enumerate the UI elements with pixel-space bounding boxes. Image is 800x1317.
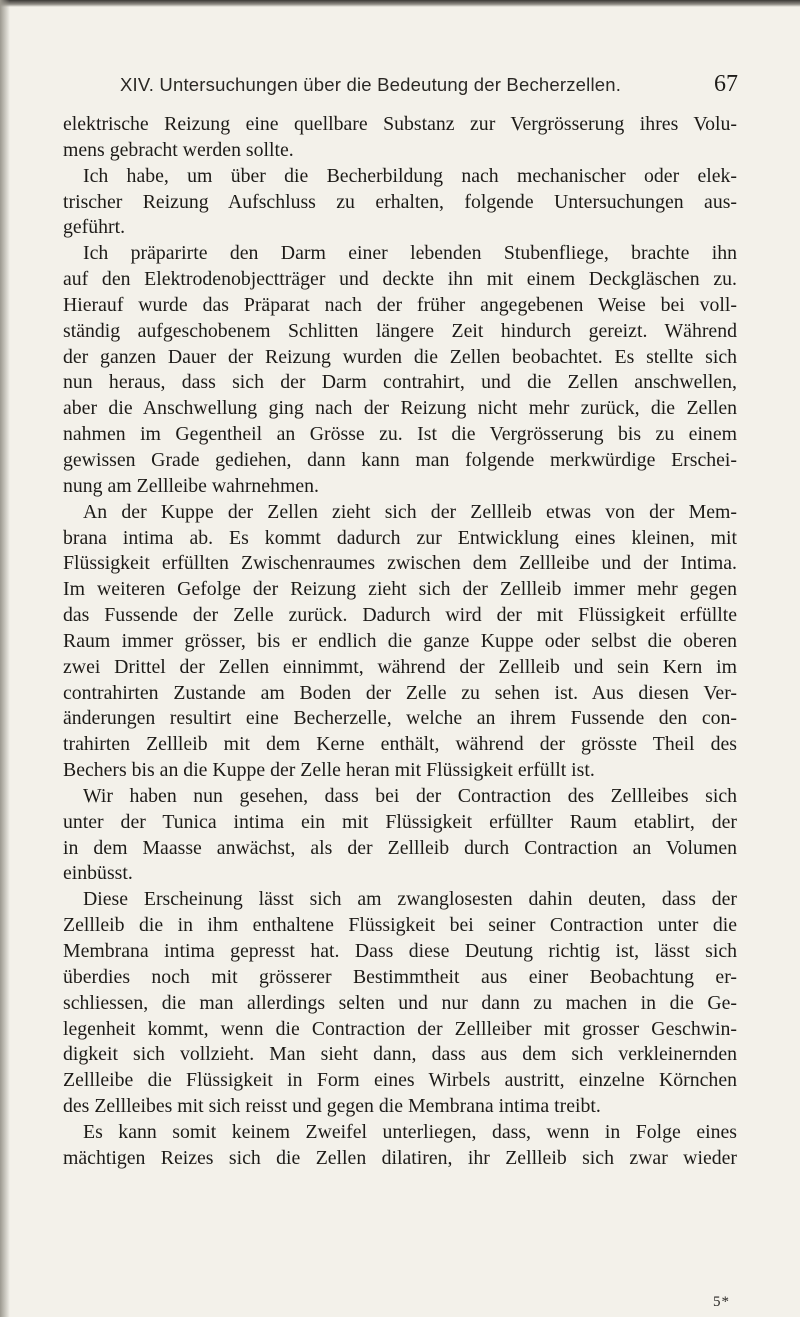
text-line: trischer Reizung Aufschluss zu erhalten, folgende Untersuchungen aus- [63, 190, 737, 213]
text-line: änderungen resultirt eine Becherzelle, welche an ihrem Fussende den con- [63, 707, 737, 730]
running-header [0, 71, 800, 104]
text-line: Wir haben nun gesehen, dass bei der Contraction des Zellleibes sich [83, 784, 737, 807]
text-line: einbüsst. [63, 862, 133, 885]
text-line: Ich präparirte den Darm einer lebenden Stubenfliege, brachte ihn [83, 242, 737, 265]
text-line: nun heraus, dass sich der Darm contrahirt, und die Zellen anschwellen, [63, 371, 737, 394]
text-line: mächtigen Reizes sich die Zellen dilatiren, ihr Zellleib sich zwar wieder [63, 1146, 737, 1169]
text-line: Zellleib die in ihm enthaltene Flüssigkeit bei seiner Contraction unter die [63, 914, 737, 937]
text-line: das Fussende der Zelle zurück. Dadurch wird der mit Flüssigkeit erfüllte [63, 604, 737, 627]
text-line: Bechers bis an die Kuppe der Zelle heran mit Flüssigkeit erfüllt ist. [63, 759, 595, 782]
text-line: zwei Drittel der Zellen einnimmt, während der Zellleib und sein Kern im [63, 655, 737, 678]
signature-mark: 5* [713, 1294, 730, 1310]
text-line: Membrana intima gepresst hat. Dass diese Deutung richtig ist, lässt sich [63, 940, 737, 962]
text-line: contrahirten Zustande am Boden der Zelle zu sehen ist. Aus diesen Ver- [63, 681, 737, 704]
text-line: geführt. [63, 216, 126, 239]
text-line: gewissen Grade gediehen, dann kann man folgende merkwürdige Erschei- [63, 448, 737, 471]
page-gutter-shadow [0, 0, 10, 1317]
page-number: 67 [714, 71, 738, 97]
text-line: schliessen, die man allerdings selten und nur dann zu machen in die Ge- [63, 991, 737, 1014]
text-line: Ich habe, um über die Becherbildung nach mechanischer oder elek- [83, 164, 737, 187]
text-line: Raum immer grösser, bis er endlich die ganze Kuppe oder selbst die oberen [63, 629, 737, 652]
text-line: legenheit kommt, wenn die Contraction der Zellleiber mit grosser Geschwin- [63, 1017, 737, 1040]
text-line: nahmen im Gegentheil an Grösse zu. Ist die Vergrösserung bis zu einem [63, 423, 737, 446]
text-line: Hierauf wurde das Präparat nach der früher angegebenen Weise bei voll- [63, 293, 737, 316]
text-line: unter der Tunica intima ein mit Flüssigkeit erfüllter Raum etablirt, der [63, 810, 737, 833]
scan-edge-shadow [0, 0, 800, 7]
text-line: An der Kuppe der Zellen zieht sich der Zellleib etwas von der Mem- [83, 500, 737, 523]
text-line: überdies noch mit grösserer Bestimmtheit aus einer Beobachtung er- [63, 965, 737, 988]
text-line: Im weiteren Gefolge der Reizung zieht sich der Zellleib immer mehr gegen [63, 578, 737, 601]
text-line: aber die Anschwellung ging nach der Reizung nicht mehr zurück, die Zellen [63, 397, 737, 420]
text-line: Zellleibe die Flüssigkeit in Form eines Wirbels austritt, einzelne Körnchen [63, 1069, 737, 1092]
text-line: Diese Erscheinung lässt sich am zwanglosesten dahin deuten, dass der [83, 888, 737, 911]
text-line: trahirten Zellleib mit dem Kerne enthält, während der grösste Theil des [63, 733, 737, 756]
text-line: digkeit sich vollzieht. Man sieht dann, dass aus dem sich verkleinernden [63, 1043, 737, 1066]
text-line: in dem Maasse anwächst, als der Zellleib durch Contraction an Volumen [63, 836, 737, 859]
text-line: brana intima ab. Es kommt dadurch zur Entwicklung eines kleinen, mit [63, 526, 737, 549]
body-text [63, 112, 737, 1172]
running-head-title: XIV. Untersuchungen über die Bedeutung der Becherzellen. [120, 74, 622, 95]
text-line: ständig aufgeschobenem Schlitten längere Zeit hindurch gereizt. Während [63, 319, 737, 342]
text-line: nung am Zellleibe wahrnehmen. [63, 474, 319, 497]
text-line: mens gebracht werden sollte. [63, 138, 294, 161]
text-line: elektrische Reizung eine quellbare Substanz zur Vergrösserung ihres Volu- [63, 113, 737, 135]
text-line: des Zellleibes mit sich reisst und gegen die Membrana intima treibt. [63, 1095, 601, 1118]
text-line: Es kann somit keinem Zweifel unterliegen, dass, wenn in Folge eines [83, 1120, 737, 1143]
text-line: auf den Elektrodenobjectträger und deckte ihn mit einem Deckgläschen zu. [63, 268, 737, 291]
text-line: der ganzen Dauer der Reizung wurden die Zellen beobachtet. Es stellte sich [63, 345, 737, 368]
text-line: Flüssigkeit erfüllten Zwischenraumes zwischen dem Zellleibe und der Intima. [63, 552, 737, 575]
